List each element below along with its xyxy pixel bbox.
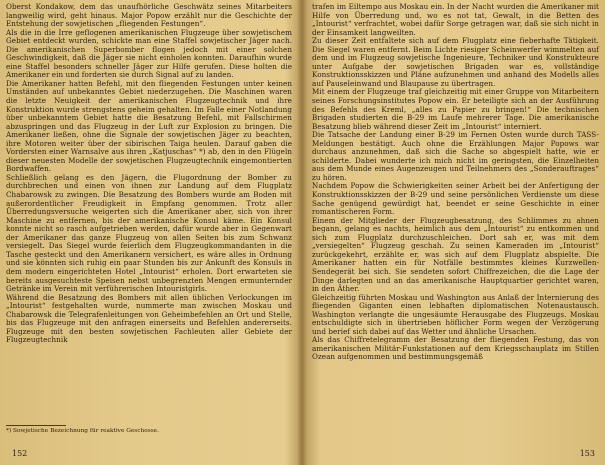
paragraph: Die Tatsache der Landung einer B-29 im Fernen Osten wurde durch TASS-Meldungen bestätigt. Auch ohne die Erzählungen Major Popows war durchaus anzunehmen, daß sich die Sache so abgespielt hatte, wie er schilderte. Dabei wunderte ich mich nicht im geringsten, die Einzelheiten aus dem Munde eines Augenzeugen und Teilnehmers des „Sonderauftrages“ zu hören. xyxy=(312,130,599,182)
paragraph: Schließlich gelang es den Jägern, die Flugordnung der Bomber zu durchbrechen und einen von ihnen zur Landung auf dem Flugplatz Chabarowsk zu zwingen. Die Besatzung des Bombers wurde am Boden mit außerordentlicher Freudigkeit in Empfang genommen. Trotz aller Überredungsversuche weigerten sich die Amerikaner aber, sich von ihrer Maschine zu entfernen, bis der amerikanische Konsul käme. Ein Konsul konnte nicht so rasch aufgetrieben werden, dafür wurde aber in Gegenwart der Amerikaner das ganze Flugzeug von allen Seiten bis zum Schwanz versiegelt. Das Siegel wurde feierlich dem Flugzeugkommandanten in die Tasche gesteckt und den Amerikanern versichert, es wäre alles in Ordnung und sie könnten sich ruhig ein paar Stunden bis zur Ankunft des Konsuls in dem modern eingerichteten Hotel „Intourist“ erholen. Dort erwarteten sie bereits ausgesuchteste Speisen nebst unbegrenzten Mengen ermunternder Getränke im Verein mit verführerischen Intouristgirls. xyxy=(6,172,292,294)
footnote-rule xyxy=(6,425,66,426)
paragraph: Einem der Mitglieder der Flugzeugbesatzung, des Schlimmes zu ahnen begann, gelang es nachts, heimlich aus dem „Intourist“ zu entkommen und sich zum Flugplatz durchzuschleichen. Dort sah er, was mit dem „versiegelten“ Flugzeug geschah. Zu seinen Kameraden im „Intourist“ zurückgekehrt, erzählte er, was sich auf dem Flugplatz abspielte. Die Amerikaner hatten ein für Notfälle bestimmtes kleines Kurzwellen-Sendegerät bei sich. Sie sendeten sofort Chiffrezeichen, die die Lage der Dinge darlegten und an das amerikanische Hauptquartier gerichtet waren, in den Äther. xyxy=(312,215,599,294)
paragraph: Mit einem der Flugzeuge traf gleichzeitig mit einer Gruppe von Mitarbeitern seines Forschungsinstitutes Popow ein. Er beteiligte sich an der Ausführung des Befehls des Kreml, „alles zu Papier zu bringen!“ Die technischen Brigaden studierten die B-29 im Laufe mehrerer Tage. Die amerikanische Besatzung blieb während dieser Zeit im „Intourist“ interniert. xyxy=(312,87,599,131)
page-number-left: 152 xyxy=(12,449,28,458)
paragraph: Während die Besatzung des Bombers mit allen üblichen Verlockungen im „Intourist“ festgehalten wurde, nummerte man zwischen Moskau und Chabarowsk die Telegrafenleitungen von Geheimbefehlen an Ort und Stelle, bis das Flugzeuge mit den anfragen einerseits und Befehlen andererseits. Flugzeuge mit den besten sowjetischen Fachleuten aller Gebiete der Flugzeugtechnik xyxy=(6,292,292,345)
paragraph: Als die in die Irre geflogenen amerikanischen Flugzeuge über sowjetischem Gebiet entdeckt wurden, schickte man eine Staffel sowjetischer Jäger nach. Die amerikanischen Superbomber flogen jedoch mit einer solchen Geschwindigkeit, daß die Jäger sie nicht einholen konnten. Daraufhin wurde eine Staffel besonders schneller Jäger zur Hilfe gerufen. Diese holten die Amerikaner ein und forderten sie durch Signal auf zu landen. xyxy=(6,27,292,80)
book-gutter xyxy=(297,0,307,465)
paragraph: Zu dieser Zeit entfaltete sich auf dem Flugplatz eine fieberhafte Tätigkeit. Die Siegel waren entfernt. Beim Lichte riesiger Scheinwerfer wimmelten auf dem und im Flugzeug sowjetische Ingenieure, Techniker und Konstrukteure unter Aufgabe der sowjetischen Brigaden war es, vollständige Konstruktionsskizzen und Pläne aufzunehmen und anhand des Modells alles auf Pauseleinwand und Blaupause zu übertragen. xyxy=(312,36,599,88)
right-page xyxy=(312,3,599,458)
paragraph: trafen im Eiltempo aus Moskau ein. In der Nacht wurden die Amerikaner mit Hilfe von Überredung und, wo es not tat, Gewalt, in die Betten des „Intourist“ verfrachtet, wobei dafür Sorge getragen war, daß sie sich nicht in der Einsamkeit langweilten. xyxy=(312,2,599,37)
paragraph: Die Amerikaner hatten Befehl, mit den fliegenden Festungen unter keinen Umständen auf unbekanntes Gebiet niederzugehen. Die Maschinen waren die letzte Neuigkeit der amerikanischen Flugzeugtechnik und ihre Konstruktion wurde strengstens geheim gehalten. Im Falle einer Notlandung über unbekanntem Gebiet hatte die Besatzung Befehl, mit Fallschirmen abzuspringen und das Flugzeug in der Luft zur Explosion zu bringen. Die Amerikaner ließen, ohne die Signale der sowjetischen Jäger zu beachten, ihre Motoren weiter über der sibirischen Taiga heulen. Darauf gaben die Vordersten einer Warnsalve aus ihren „Katjuschas“ *) ab, den in den Flügeln dieser neuesten Modelle der sowjetischen Flugzeugtechnik eingemontierten Bordwaffen. xyxy=(6,78,292,174)
paragraph: Als das Chiffretelegramm der Besatzung der fliegenden Festung, das von amerikanischen Militär-Funkstationen auf dem Kriegsschauplatz im Stillen Ozean aufgenommen und bestimmungsgemäß xyxy=(312,335,599,362)
page-number-right: 153 xyxy=(579,449,595,458)
paragraph: Nachdem Popow die Schwierigkeiten seiner Arbeit bei der Anfertigung der Konstruktionsskizzen der B-29 und seine persönlichen Verdienste um diese Sache genügend gewürdigt hat, beendet er seine Geschichte in einer romantischeren Form. xyxy=(312,181,599,217)
left-page-text xyxy=(6,3,292,345)
footnote: *) Sowjetische Bezeichnung für reaktive Geschosse. xyxy=(6,428,159,434)
paragraph: Gleichzeitig führten Moskau und Washington aus Anlaß der Internierung des fliegenden Giganten einen lebhaften diplomatischen Notenaustausch. Washington verlangte die ungesäumte Herausgabe des Flugzeugs. Moskau entschuldigte sich in übertrieben höflicher Form wegen der Verzögerung und berief sich dabei auf das Wetter und ähnliche Ursachen. xyxy=(312,292,599,336)
paragraph: Oberst Kondakow, dem das unaufhörliche Geschwätz seines Mitarbeiters langweilig wird, geht hinaus. Major Popow erzählt nur die Geschichte der Entstehung der sowjetischen „fliegenden Festungen“. xyxy=(6,2,292,29)
right-page-text xyxy=(312,3,599,362)
left-page xyxy=(6,3,292,458)
